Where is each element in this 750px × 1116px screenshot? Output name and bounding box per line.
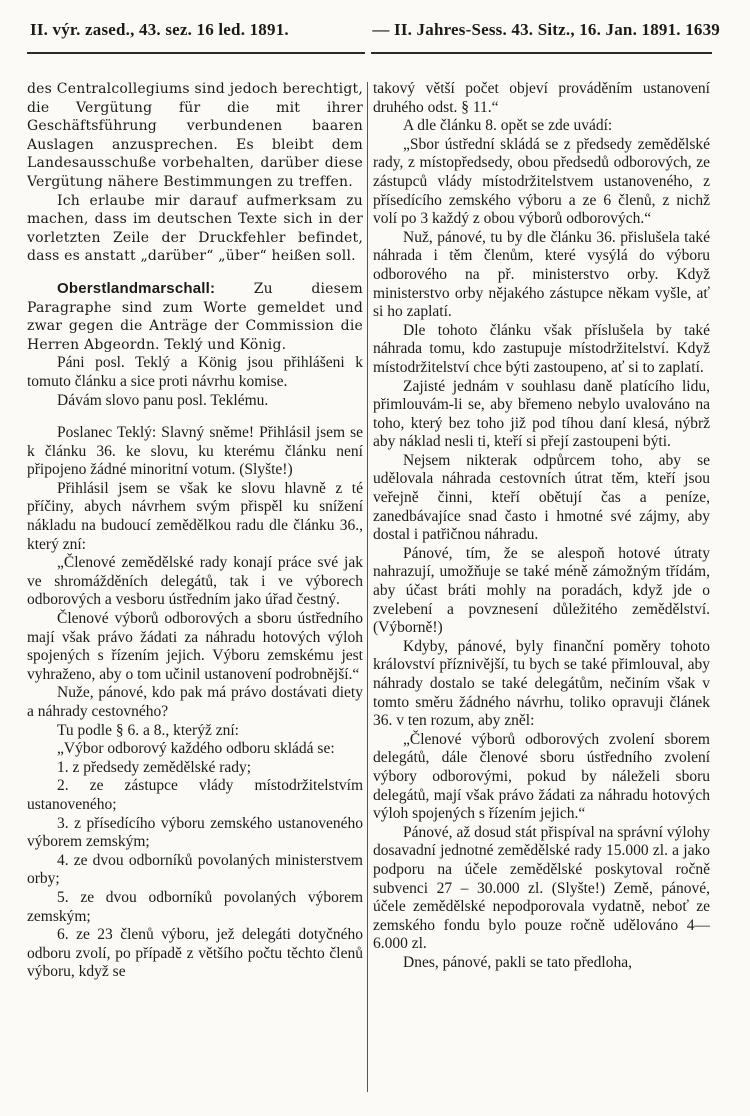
header-rule-right (371, 52, 712, 54)
paragraph (27, 392, 363, 411)
paragraph-text: 4. ze dvou odborníků povolaných ministerstvem orby; (27, 851, 363, 888)
paragraph (27, 759, 363, 778)
paragraph (27, 192, 363, 266)
paragraph-text: des Centralcollegiums sind jedoch berechtigt, die Vergütung für die mit ihrer Geschäftsführung verbundenen baaren Auslagen anzusprechen. Es bleibt dem Landesausschuße vorbehalten, darüber diese Vergütung nähere Bestimmungen zu treffen. (27, 81, 363, 190)
paragraph (27, 554, 363, 610)
paragraph (27, 889, 363, 926)
paragraph-text: 1. z předsedy zemědělské rady; (57, 758, 252, 776)
paragraph (27, 926, 363, 982)
paragraph (27, 740, 363, 759)
paragraph (27, 852, 363, 889)
paragraph (27, 684, 363, 721)
paragraph (373, 322, 710, 378)
header-rule-left (27, 52, 365, 54)
paragraph (27, 480, 363, 554)
paragraph (27, 80, 363, 192)
paragraph-text: Ich erlaube mir darauf aufmerksam zu machen, dass im deutschen Texte sich in der vorletzten Zeile der Druckfehler befindet, dass es anstatt „darüber“ „über“ heißen soll. (27, 192, 363, 265)
paragraph (373, 136, 710, 229)
paragraph (27, 424, 363, 480)
paragraph-text: Poslanec Teklý: Slavný sněme! Přihlásil jsem se k článku 36. ke slovu, ku kterému článku není připojeno žádné minoritní votum. (Slyšte!) (27, 424, 363, 479)
paragraph (373, 731, 710, 824)
paragraph-text: 6. ze 23 členů výboru, jež delegáti dotyčného odboru zvolí, po případě z většího počtu těchto členů výboru, když se (27, 926, 363, 981)
paragraph-text: Přihlásil jsem se však ke slovu hlavně z té příčiny, abych návrhem svým přispěl ku snížení nákladu na budoucí zemědělkou radu dle článku 36., který zní: (27, 479, 363, 553)
paragraph-text: Tu podle § 6. a 8., kterýž zní: (57, 721, 239, 739)
paragraph-text: „Členové výborů odborových zvolení sborem delegátů, dále členové sboru ústředního zvolení výbory odborovými, pokud by náleželi sboru delegátů, mají však právo žádati za náhradu hotových výloh spojených s řízením jejich.“ (373, 730, 710, 823)
paragraph (373, 117, 710, 136)
paragraph (27, 722, 363, 741)
paragraph-text: Dle tohoto článku však příslušela by také náhrada tomu, kdo zastupuje místodržitelství. Když místodržitelství chce býti zastoupeno, ať si to zaplatí. (373, 321, 710, 376)
paragraph-text: „Členové zemědělské rady konají práce své jak ve shromážděních delegátů, tak i ve výborech odborových a vesboru ústředním jako úřad čestný. (27, 554, 363, 609)
paragraph-text: Zajisté jednám v souhlasu daně platícího lidu, přimlouvám-li se, aby břemeno nebylo uvalováno na toho, který bez toho již pod tíhou daní klesá, nýbrž aby náklad nesli ti, kteří si přejí zastoupeni býti. (373, 377, 710, 451)
paragraph-text: Nejsem nikterak odpůrcem toho, aby se udělovala náhrada cestovních útrat těm, kteří jsou veřejně činni, kteří obětují čas a peníze, zanedbávajíce snad často i hmotné své zájmy, aby dostal i patřičnou náhradu. (373, 451, 710, 544)
paragraph-text: „Sbor ústřední skládá se z předsedy zemědělské rady, z místopředsedy, obou předsedů odborových, ze zástupců vlády místodržitelstvem ustanoveného, z přísedícího zemského výboru a ze 6 členů, z nichž volí po 3 každý z obou výborů odborových.“ (373, 135, 710, 228)
paragraph (373, 378, 710, 452)
paragraph-text: Dávám slovo panu posl. Teklému. (57, 391, 269, 409)
paragraph (27, 610, 363, 684)
paragraph (373, 638, 710, 731)
paragraph (27, 815, 363, 852)
paragraph-text: Nuž, pánové, tu by dle článku 36. přislušela také náhrada i těm členům, které vysýlá do výboru odborového na př. ministerstvo orby. Když ministerstvo orby nějakého zástupce někam vyšle, ať si ho zaplatí. (373, 228, 710, 321)
paragraph-text: „Výbor odborový každého odboru skládá se: (57, 740, 335, 758)
paragraph-text: Pánové, tím, že se alespoň hotové útraty nahrazují, umožňuje se také méně zámožným třídám, aby účast bráti mohly na poradách, když jde o zvelebení a povznesení důležitého zemědělství. (Výborně!) (373, 544, 710, 637)
paragraph-text: Pánové, až dosud stát přispíval na správní výlohy dosavadní jednotné zemědělské rady 15.000 zl. a jako podporu na účele zemědělské poskytoval ročně subvenci 27 – 30.000 zl. (Slyšte!) Země, pánové, účele zemědělské nepodporovala vydatně, neboť ze zemského fondu bylo pouze ročně udělováno 4—6.000 zl. (373, 823, 710, 953)
paragraph-text: Dnes, pánové, pakli se tato předloha, (403, 953, 632, 971)
paragraph-text: takový větší počet objeví prováděním ustanovení druhého odst. § 11.“ (373, 80, 710, 116)
paragraph-text: Páni posl. Teklý a König jsou přihlášeni k tomuto článku a sice proti návrhu komise. (27, 354, 363, 390)
right-column (373, 80, 710, 1100)
paragraph-text: 2. ze zástupce vlády místodržitelstvím ustanoveného; (27, 777, 363, 813)
paragraph (27, 354, 363, 391)
header-german: — II. Jahres-Sess. 43. Sitz., 16. Jan. 1891. 1639 (372, 20, 720, 39)
paragraph-text: Zu diesem Paragraphe sind zum Worte gemeldet und zwar gegen die Anträge der Commission die Herren Abgeordn. Teklý und König. (27, 280, 363, 353)
paragraph-text: Kdyby, pánové, byly finanční poměry tohoto království příznivější, tu bych se také přimlouval, aby náhrady dostalo se také delegátům, nečiním však v tomto směru žádného návrhu, toliko opravuji článek 36. v ten rozum, aby zněl: (373, 637, 710, 730)
paragraph (373, 229, 710, 322)
paragraph (373, 954, 710, 973)
paragraph (373, 80, 710, 117)
paragraph-text: Členové výborů odborových a sboru ústředního mají však právo žádati za náhradu hotových výloh spojených s řízením jejich. Výboru zemskému jest vyhraženo, aby o tom učinil ustanovení podrobnější.“ (27, 610, 363, 683)
speaker-name: Oberstlandmarschall: (57, 279, 216, 297)
left-column (27, 80, 363, 1100)
page-header (30, 14, 720, 46)
paragraph-text: 3. z přísedícího výboru zemského ustanoveného výborem zemským; (27, 814, 363, 851)
column-divider (367, 82, 368, 1092)
paragraph (373, 824, 710, 954)
paragraph-text: A dle článku 8. opět se zde uvádí: (403, 117, 613, 135)
paragraph (373, 545, 710, 638)
paragraph (373, 452, 710, 545)
header-czech: II. výr. zased., 43. sez. 16 led. 1891. (30, 20, 289, 39)
paragraph-text: 5. ze dvou odborníků povolaných výborem zemským; (27, 888, 363, 925)
paragraph (27, 280, 363, 354)
paragraph-text: Nuže, pánové, kdo pak má právo dostávati diety a náhrady cestovného? (27, 684, 363, 720)
paragraph (27, 777, 363, 814)
